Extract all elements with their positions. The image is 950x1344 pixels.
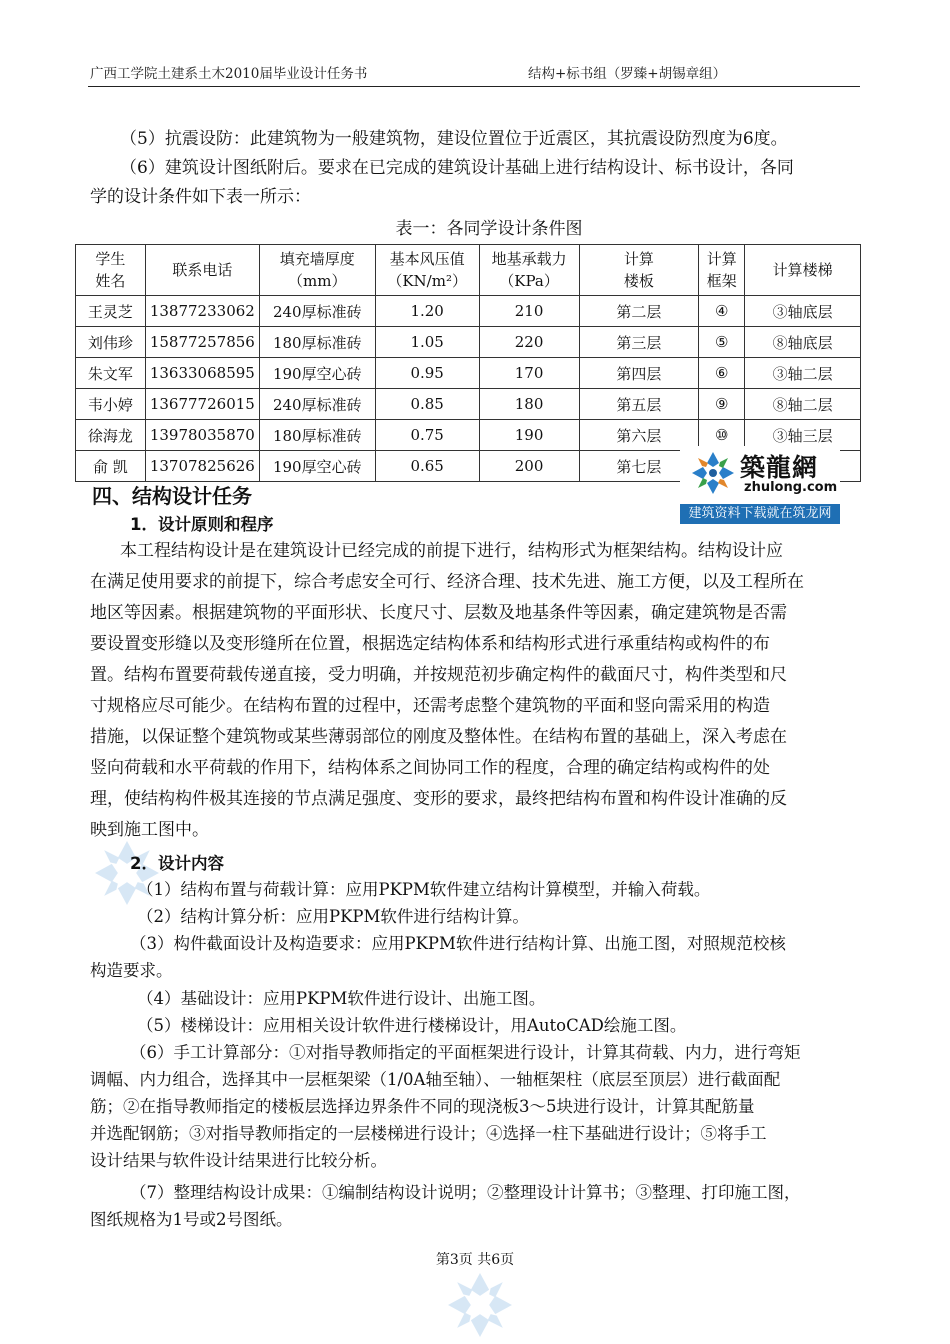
cell-bearing: 220 (479, 327, 579, 358)
principle-line: 理，使结构构件极其连接的节点满足强度、变形的要求，最终把结构布置和构件设计准确的反 (90, 789, 787, 809)
subsection-content-title: 2．设计内容 (130, 854, 224, 873)
watermark-brand-cn: 築龍網 (740, 453, 819, 482)
principle-line: 映到施工图中。 (90, 820, 209, 840)
content-line: 构造要求。 (90, 961, 173, 980)
cell-slab: 第六层 (579, 420, 699, 451)
content-line: 图纸规格为1号或2号图纸。 (90, 1210, 293, 1229)
th-phone: 联系电话 (145, 245, 259, 296)
cell-name: 俞 凯 (76, 451, 146, 482)
content-line: （1）结构布置与荷载计算：应用PKPM软件建立结构计算模型，并输入荷载。 (137, 880, 711, 899)
content-line: 调幅、内力组合，选择其中一层框架梁（1/0A轴至轴）、一轴框架柱（底层至顶层）进行截面配 (90, 1070, 781, 1089)
cell-frame: ④ (699, 296, 745, 327)
principle-line: 本工程结构设计是在建筑设计已经完成的前提下进行，结构形式为框架结构。结构设计应 (120, 541, 783, 561)
cell-wall: 240厚标准砖 (259, 389, 375, 420)
intro-p6-line2: 学的设计条件如下表一所示： (90, 187, 311, 207)
cell-stair: ⑧轴二层 (745, 389, 861, 420)
table-row (76, 296, 861, 327)
table-row (76, 389, 861, 420)
principle-line: 置。结构布置要荷载传递直接，受力明确，并按规范初步确定构件的截面尺寸，构件类型和尺 (90, 665, 787, 685)
cell-wall: 190厚空心砖 (259, 451, 375, 482)
th-student: 学生 姓名 (76, 245, 146, 296)
cell-wind: 1.20 (375, 296, 479, 327)
th-wall: 填充墙厚度 （mm） (259, 245, 375, 296)
cell-bearing: 170 (479, 358, 579, 389)
content-line: （2）结构计算分析：应用PKPM软件进行结构计算。 (137, 907, 529, 926)
watermark-brand-en: zhulong.com (744, 480, 838, 495)
cell-phone: 13877233062 (145, 296, 259, 327)
content-line: 筋；②在指导教师指定的楼板层选择边界条件不同的现浇板3～5块进行设计，计算其配筋量 (90, 1097, 755, 1116)
th-stair: 计算楼梯 (745, 245, 861, 296)
content-line: （3）构件截面设计及构造要求：应用PKPM软件进行结构计算、出施工图，对照规范校核 (130, 934, 786, 953)
intro-p5: （5）抗震设防：此建筑物为一般建筑物，建设位置位于近震区，其抗震设防烈度为6度。 (120, 129, 788, 149)
page-header (90, 62, 860, 86)
cell-phone: 13677726015 (145, 389, 259, 420)
cell-frame: ⑨ (699, 389, 745, 420)
content-line: （6）手工计算部分：①对指导教师指定的平面框架进行设计，计算其荷载、内力，进行弯矩 (130, 1043, 801, 1062)
principle-line: 竖向荷载和水平荷载的作用下，结构体系之间协同工作的程度，合理的确定结构或构件的处 (90, 758, 770, 778)
th-wind: 基本风压值 （KN/m²） (375, 245, 479, 296)
cell-slab: 第五层 (579, 389, 699, 420)
cell-stair: ③轴三层 (745, 420, 861, 451)
th-bearing: 地基承载力 （KPa） (479, 245, 579, 296)
cell-name: 王灵芝 (76, 296, 146, 327)
content-line: 设计结果与软件设计结果进行比较分析。 (90, 1151, 387, 1170)
cell-frame: ⑥ (699, 358, 745, 389)
content-line: （5）楼梯设计：应用相关设计软件进行楼梯设计，用AutoCAD绘施工图。 (137, 1016, 687, 1035)
content-line: （7）整理结构设计成果：①编制结构设计说明；②整理设计计算书；③整理、打印施工图， (130, 1183, 801, 1202)
cell-name: 刘伟珍 (76, 327, 146, 358)
principle-line: 在满足使用要求的前提下，综合考虑安全可行、经济合理、技术先进、施工方便，以及工程所在 (90, 572, 804, 592)
header-left: 广西工学院土建系土木2010届毕业设计任务书 (90, 66, 368, 82)
cell-wall: 180厚标准砖 (259, 420, 375, 451)
cell-wall: 190厚空心砖 (259, 358, 375, 389)
cell-slab: 第二层 (579, 296, 699, 327)
principle-line: 措施，以保证整个建筑物或某些薄弱部位的刚度及整体性。在结构布置的基础上，深入考虑在 (90, 727, 787, 747)
page-footer: 第3页 共6页 (435, 1252, 515, 1268)
header-rule (88, 86, 860, 87)
cell-wall: 240厚标准砖 (259, 296, 375, 327)
cell-wind: 0.75 (375, 420, 479, 451)
cell-bearing: 210 (479, 296, 579, 327)
th-slab: 计算 楼板 (579, 245, 699, 296)
table-row (76, 327, 861, 358)
table-header-row (76, 245, 861, 296)
cell-wind: 1.05 (375, 327, 479, 358)
principle-line: 要设置变形缝以及变形缝所在位置，根据选定结构体系和结构形式进行承重结构或构件的布 (90, 634, 770, 654)
content-line: 并选配钢筋；③对指导教师指定的一层楼梯进行设计；④选择一柱下基础进行设计；⑤将手工 (90, 1124, 767, 1143)
cell-wall: 180厚标准砖 (259, 327, 375, 358)
cell-phone: 13978035870 (145, 420, 259, 451)
cell-bearing: 200 (479, 451, 579, 482)
background-snowflake-icon (440, 1270, 520, 1340)
cell-slab: 第四层 (579, 358, 699, 389)
cell-name: 徐海龙 (76, 420, 146, 451)
cell-stair: ⑧轴底层 (745, 327, 861, 358)
cell-frame: ⑩ (699, 420, 745, 451)
cell-name: 韦小婷 (76, 389, 146, 420)
zhulong-watermark (680, 446, 840, 524)
th-frame: 计算 框架 (699, 245, 745, 296)
subsection-principles-title: 1．设计原则和程序 (130, 515, 274, 534)
table-caption: 表一：各同学设计条件图 (395, 219, 583, 239)
principle-line: 地区等因素。根据建筑物的平面形状、长度尺寸、层数及地基条件等因素，确定建筑物是否需 (90, 603, 787, 623)
cell-stair: ③轴二层 (745, 358, 861, 389)
watermark-top (680, 446, 840, 502)
section-title: 四、结构设计任务 (92, 484, 252, 508)
watermark-slogan: 建筑资料下载就在筑龙网 (680, 504, 840, 524)
cell-name: 朱文军 (76, 358, 146, 389)
cell-bearing: 180 (479, 389, 579, 420)
content-line: （4）基础设计：应用PKPM软件进行设计、出施工图。 (137, 989, 546, 1008)
cell-wind: 0.85 (375, 389, 479, 420)
cell-phone: 13707825626 (145, 451, 259, 482)
principle-line: 寸规格应尽可能少。在结构布置的过程中，还需考虑整个建筑物的平面和竖向需采用的构造 (90, 696, 770, 716)
intro-p6-line1: （6）建筑设计图纸附后。要求在已完成的建筑设计基础上进行结构设计、标书设计，各同 (120, 158, 794, 178)
snowflake-logo-icon (690, 450, 736, 496)
cell-bearing: 190 (479, 420, 579, 451)
cell-wind: 0.95 (375, 358, 479, 389)
cell-phone: 13633068595 (145, 358, 259, 389)
cell-stair: ③轴底层 (745, 296, 861, 327)
header-right: 结构+标书组（罗臻+胡锡章组） (528, 66, 727, 82)
cell-slab: 第三层 (579, 327, 699, 358)
cell-phone: 15877257856 (145, 327, 259, 358)
cell-frame: ⑤ (699, 327, 745, 358)
cell-slab: 第七层 (579, 451, 699, 482)
table-row (76, 358, 861, 389)
cell-wind: 0.65 (375, 451, 479, 482)
